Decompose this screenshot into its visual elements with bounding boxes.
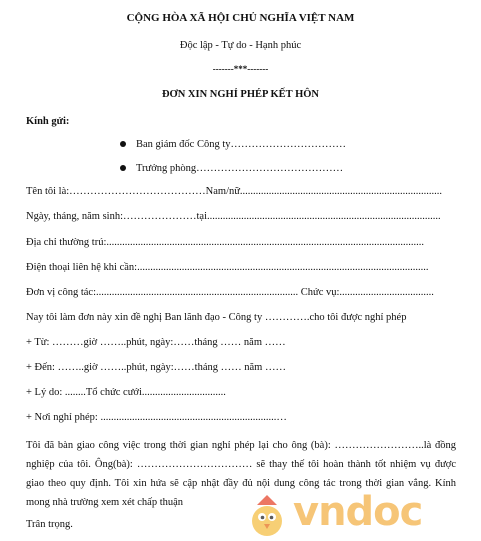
field-place: + Nơi nghỉ phép: ...................................................................… — [26, 412, 287, 423]
watermark-text: vndoc — [293, 489, 423, 535]
field-from: + Từ: ………giờ ……..phút, ngày:……tháng …… năm …… — [26, 337, 286, 348]
field-unit: Đơn vị công tác:............................................................................. Chức vụ:.................................... — [26, 287, 434, 298]
recipient-label: Kính gửi: — [26, 116, 70, 127]
field-to: + Đến: ……..giờ ……..phút, ngày:……tháng …… năm …… — [26, 362, 286, 373]
bullet-icon — [120, 165, 126, 171]
field-phone: Điện thoại liên hệ khi cần:............................................................................................................... — [26, 262, 429, 273]
bullet-icon — [120, 141, 126, 147]
separator: -------***------- — [212, 64, 269, 74]
recipient-text: Ban giám đốc Công ty…………………………… — [136, 139, 346, 150]
handover-paragraph: Tôi đã bàn giao công việc trong thời gian nghỉ phép lại cho ông (bà): ……………………..là đồng nghiệp của tôi. Ông(bà): …………………………… sẽ thay thế tôi hoàn thành tốt nhiệm vụ được giao theo quy định. Tôi xin hứa sẽ cập nhật đầy đủ nội dung công tác trong thời gian vắng. Kính mong nhà trường xem xét chấp thuận — [26, 440, 456, 508]
request-line: Nay tôi làm đơn này xin đề nghị Ban lãnh đạo - Công ty ………….cho tôi được nghỉ phép — [26, 312, 407, 323]
vndoc-watermark — [243, 491, 473, 539]
national-title: CỘNG HÒA XÃ HỘI CHỦ NGHĨA VIỆT NAM — [126, 12, 355, 24]
document-title: ĐƠN XIN NGHỈ PHÉP KẾT HÔN — [161, 89, 320, 100]
chick-logo-icon — [243, 491, 291, 539]
recipient-item — [120, 163, 343, 174]
motto: Độc lập - Tự do - Hạnh phúc — [179, 40, 302, 51]
closing: Trân trọng. — [26, 519, 73, 530]
field-name: Tên tôi là:…………………………………Nam/nữ............................................................................. — [26, 186, 443, 197]
field-address: Địa chỉ thường trú:......................................................................................................................... — [26, 237, 424, 248]
recipient-text: Trưởng phòng…………………………………… — [136, 163, 344, 174]
field-birth: Ngày, tháng, năm sinh:…………………tại......................................................................................... — [26, 211, 441, 222]
recipient-item — [120, 139, 346, 150]
field-reason: + Lý do: ........Tổ chức cưới................................ — [26, 387, 226, 398]
